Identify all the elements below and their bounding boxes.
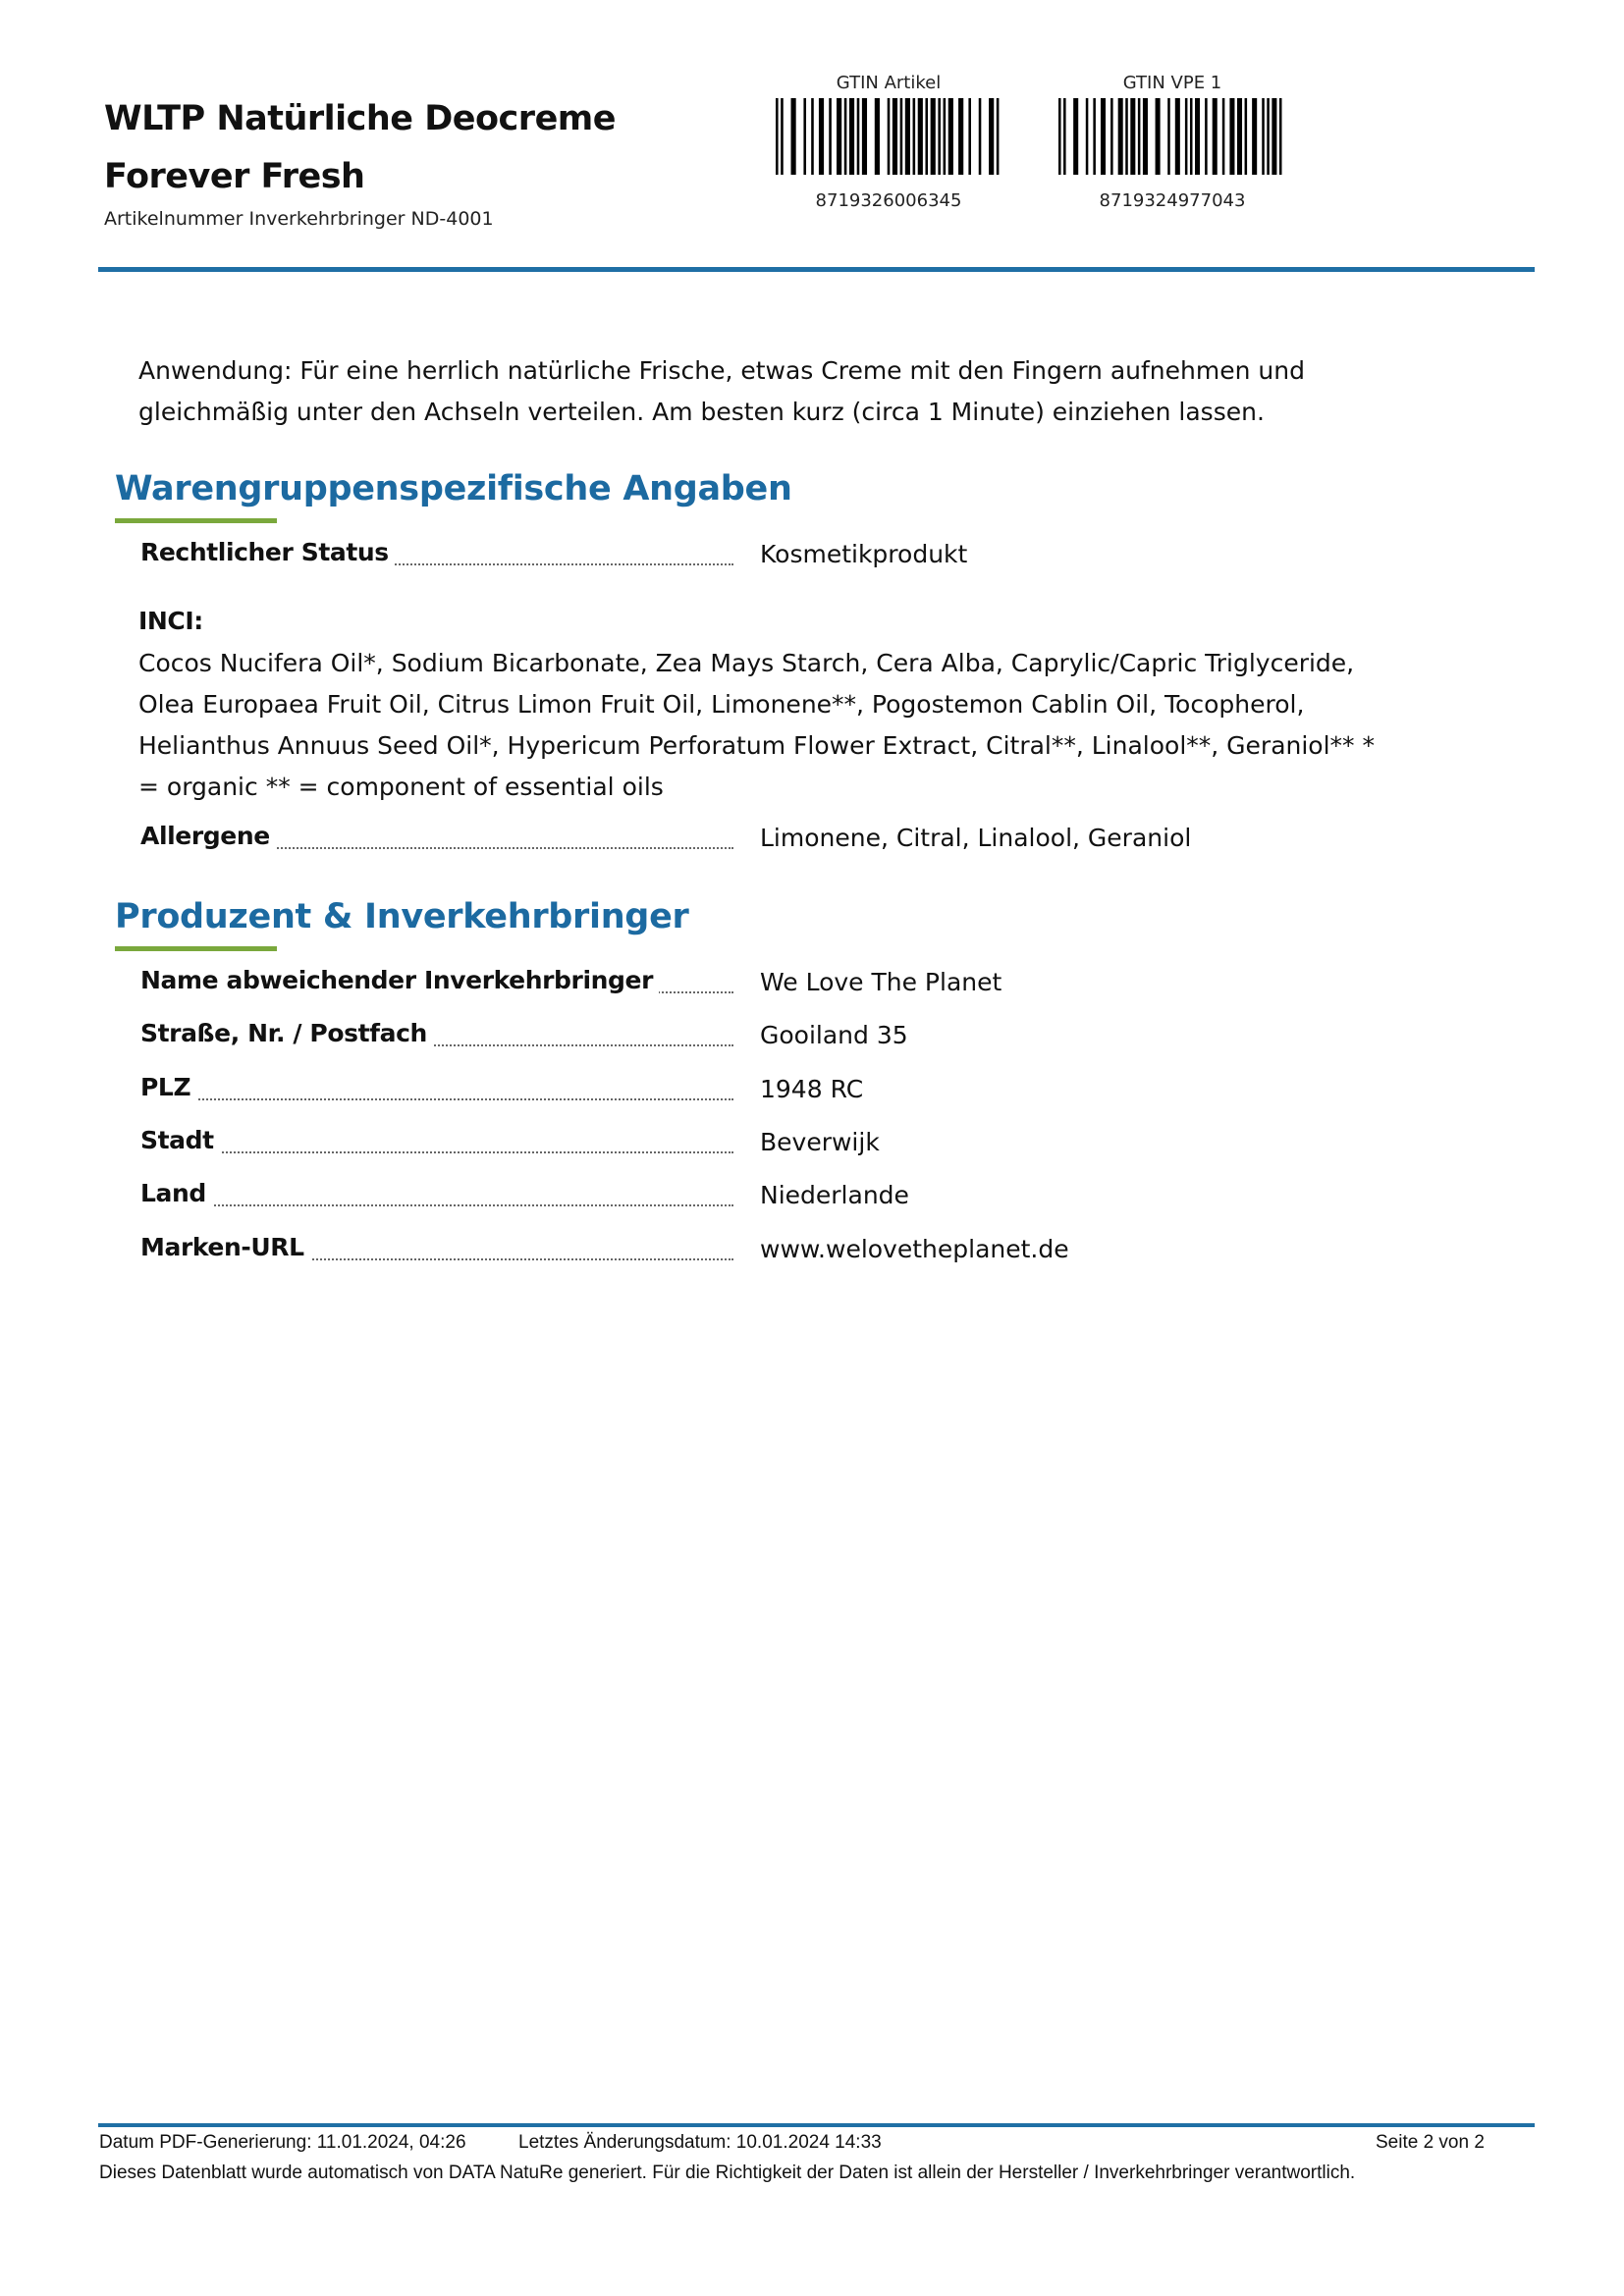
barcode-bar — [1118, 98, 1123, 175]
barcode-bar — [837, 98, 841, 175]
barcode-bar — [905, 98, 910, 175]
section-title-producer: Produzent & Inverkehrbringer — [115, 897, 689, 936]
footer-divider — [98, 2123, 1535, 2127]
barcode-bar — [1125, 98, 1128, 175]
barcode-bar — [944, 98, 947, 175]
barcode-bar — [1175, 98, 1180, 175]
row-label: Marken-URL — [140, 1233, 310, 1261]
row-value: We Love The Planet — [760, 968, 1002, 996]
row-postcode — [140, 1073, 1417, 1112]
barcode-bar — [1143, 98, 1148, 175]
section-underline — [115, 518, 277, 523]
barcode-bar — [1063, 98, 1066, 175]
barcode-bar — [888, 98, 891, 175]
barcode-bar — [918, 98, 923, 175]
barcode-bar — [1190, 98, 1193, 175]
barcode-bar — [1229, 98, 1234, 175]
barcode-bar — [938, 98, 941, 175]
row-label: Stadt — [140, 1126, 220, 1154]
row-value: Kosmetikprodukt — [760, 540, 968, 568]
row-value: 1948 RC — [760, 1075, 864, 1103]
row-label: Allergene — [140, 822, 276, 850]
footer-pdf-date: Datum PDF-Generierung: 11.01.2024, 04:26 — [99, 2132, 466, 2153]
barcode-bar — [913, 98, 916, 175]
barcode-bar — [819, 98, 824, 175]
barcode-bar — [1205, 98, 1208, 175]
barcode-bar — [1185, 98, 1188, 175]
barcode-bar — [997, 98, 1000, 175]
inci-label: INCI: — [138, 607, 203, 635]
barcode-1-number: 8719326006345 — [815, 190, 962, 211]
inci-text: Cocos Nucifera Oil*, Sodium Bicarbonate, Zea Mays Starch, Cera Alba, Caprylic/Capric Triglyceride, Olea Europaea Fruit Oil, Citrus Limon Fruit Oil, Limonene**, Pogostemon Cablin Oil, Tocopherol, Helianthus Annuus Seed Oil*, Hypericum Perforatum Flower Extract, Citral**, Linalool**, Geraniol** * = organic ** = component of essential oils — [138, 649, 1375, 801]
row-city — [140, 1126, 1417, 1165]
barcode-bar — [893, 98, 897, 175]
barcode-bar — [1093, 98, 1096, 175]
row-value: Beverwijk — [760, 1128, 880, 1156]
row-value: Limonene, Citral, Linalool, Geraniol — [760, 824, 1192, 852]
barcode-bar — [1195, 98, 1200, 175]
barcode-bar — [989, 98, 994, 175]
footer-disclaimer: Dieses Datenblatt wurde automatisch von DATA NatuRe generiert. Für die Richtigkeit der Daten ist allein der Hersteller / Inverkehrbringer verantwortlich. — [99, 2163, 1356, 2183]
barcode-bar — [958, 98, 963, 175]
barcode-bar — [1213, 98, 1218, 175]
barcode-bar — [1138, 98, 1141, 175]
barcode-bar — [1272, 98, 1276, 175]
barcode-bar — [948, 98, 953, 175]
barcode-2-number: 8719324977043 — [1099, 190, 1246, 211]
product-title: WLTP Natürliche Deocreme Forever Fresh — [104, 99, 617, 196]
row-distributor-name — [140, 966, 1417, 1005]
footer-change-date: Letztes Änderungsdatum: 10.01.2024 14:33 — [518, 2132, 882, 2153]
barcode-1-label: GTIN Artikel — [836, 73, 942, 93]
header-divider — [98, 267, 1535, 272]
row-label: Rechtlicher Status — [140, 538, 395, 566]
row-value[interactable]: www.welovetheplanet.de — [760, 1235, 1069, 1263]
article-number: Artikelnummer Inverkehrbringer ND-4001 — [104, 208, 494, 230]
row-street — [140, 1019, 1417, 1058]
footer-page-number: Seite 2 von 2 — [1376, 2132, 1485, 2153]
barcode-bar — [791, 98, 796, 175]
barcode-bar — [875, 98, 880, 175]
barcode-bar — [1110, 98, 1113, 175]
barcode-bar — [1279, 98, 1282, 175]
row-value: Gooiland 35 — [760, 1021, 908, 1049]
row-country — [140, 1179, 1417, 1218]
barcode-bar — [811, 98, 814, 175]
barcode-bar — [925, 98, 928, 175]
barcode-2-label: GTIN VPE 1 — [1122, 73, 1222, 93]
row-label: Name abweichender Inverkehrbringer — [140, 966, 659, 994]
barcode-bar — [900, 98, 903, 175]
barcode-2-image — [1058, 98, 1284, 175]
barcode-bar — [979, 98, 982, 175]
usage-text: Anwendung: Für eine herrlich natürliche Frische, etwas Creme mit den Fingern aufnehmen und gleichmäßig unter den Achseln verteilen. Am besten kurz (circa 1 Minute) einziehen lassen. — [138, 356, 1305, 426]
barcode-bar — [1262, 98, 1265, 175]
barcode-bar — [1073, 98, 1078, 175]
barcode-bar — [844, 98, 847, 175]
dot-leader — [140, 1151, 733, 1153]
barcode-bar — [1156, 98, 1161, 175]
barcode-bar — [1222, 98, 1225, 175]
barcode-bar — [1252, 98, 1257, 175]
barcode-bar — [781, 98, 784, 175]
barcode-bar — [1101, 98, 1106, 175]
barcode-bar — [803, 98, 806, 175]
barcode-bar — [829, 98, 832, 175]
row-value: Niederlande — [760, 1181, 909, 1209]
section-title-product-group: Warengruppenspezifische Angaben — [115, 469, 792, 508]
row-label: Straße, Nr. / Postfach — [140, 1019, 433, 1047]
barcode-bar — [968, 98, 971, 175]
dot-leader — [140, 1098, 733, 1100]
barcode-bar — [862, 98, 867, 175]
barcode-bar — [1167, 98, 1170, 175]
barcode-bar — [1086, 98, 1089, 175]
row-label: PLZ — [140, 1073, 196, 1101]
row-label: Land — [140, 1179, 212, 1207]
barcode-bar — [1237, 98, 1242, 175]
barcode-bar — [931, 98, 936, 175]
barcode-bar — [776, 98, 779, 175]
dot-leader — [140, 1204, 733, 1206]
barcode-bar — [849, 98, 854, 175]
barcode-bar — [857, 98, 860, 175]
row-brand-url — [140, 1233, 1417, 1272]
barcode-bar — [1245, 98, 1248, 175]
barcode-bar — [1267, 98, 1270, 175]
row-allergens — [140, 822, 1417, 861]
row-legal-status — [140, 538, 1417, 577]
barcode-1-image — [776, 98, 1001, 175]
barcode-bar — [1130, 98, 1135, 175]
barcode-bar — [1058, 98, 1061, 175]
section-underline — [115, 946, 277, 951]
